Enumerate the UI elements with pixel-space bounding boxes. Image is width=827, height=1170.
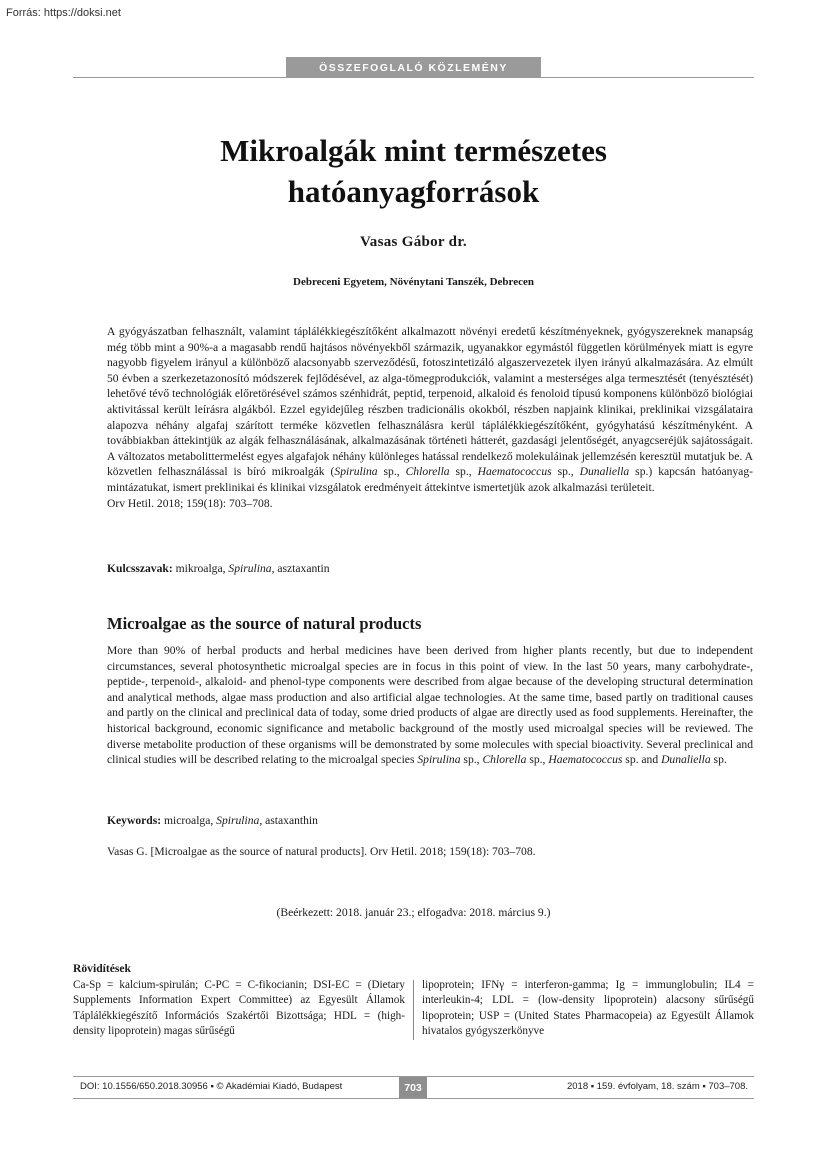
keyword-italic: Spirulina <box>216 814 260 827</box>
page-number: 703 <box>399 1077 427 1098</box>
keywords-text: , astaxanthin <box>259 814 318 827</box>
title-line-2: hatóanyagforrások <box>287 174 540 209</box>
keywords-label: Kulcsszavak: <box>107 562 173 575</box>
species-spirulina: Spirulina <box>417 753 461 767</box>
species-haematococcus: Haematococcus <box>477 465 552 479</box>
citation-hungarian: Orv Hetil. 2018; 159(18): 703–708. <box>107 496 273 510</box>
keywords-text: mikroalga, <box>172 562 229 575</box>
species-chlorella: Chlorella <box>482 753 527 767</box>
abstract-hu-text: sp., <box>377 465 406 479</box>
abstract-hungarian <box>107 324 753 511</box>
keywords-text: microalga, <box>161 814 217 827</box>
abstract-english <box>107 643 753 768</box>
english-title: Microalgae as the source of natural products <box>107 614 422 633</box>
keywords-english <box>107 814 318 827</box>
species-haematococcus: Haematococcus <box>548 753 623 767</box>
keywords-text: , asztaxantin <box>271 562 330 575</box>
abstract-hu-text: sp., <box>449 465 478 479</box>
abbreviations-column-2: lipoprotein; IFNγ = interferon-gamma; Ig = immunglobulin; IL4 = interleukin-4; LDL = (low-density lipoprotein) alacsony sűrűségű lipoprotein; USP = (United States Pharmacopeia) az Egyesült Államok hivatalos gyógyszerkönyve <box>422 979 754 1038</box>
article-title <box>73 130 754 212</box>
footer-issue: 2018 ▪ 159. évfolyam, 18. szám ▪ 703–708. <box>566 1081 748 1092</box>
abstract-en-text: sp. and <box>622 753 662 767</box>
received-dates: (Beérkezett: 2018. január 23.; elfogadva: 2018. március 9.) <box>276 906 551 919</box>
keywords-label: Keywords: <box>107 814 162 827</box>
abbreviations-heading: Rövidítések <box>73 962 131 975</box>
species-spirulina: Spirulina <box>334 465 378 479</box>
abstract-en-text: sp., <box>526 753 549 767</box>
footer-doi: DOI: 10.1556/650.2018.30956 ▪ © Akadémiai Kiadó, Budapest <box>80 1081 343 1092</box>
abstract-hu-text: A gyógyászatban felhasznált, valamint táplálékkiegészítőként alkalmazott növényi eredetű készítményeknek, gyógyszereknek manapság még több mint a 90%-a a magasabb rendű hajtásos növényekből származik, ugyanakkor egymástól független körülmények miatt is egyre nagyobb figyelem irányul a különböző alacsonyabb szerveződésű, fotoszintetizáló algaszervezetek ilyen irányú alkalmazására. Az elmúlt 50 évben a szerkezetazonosító módszerek fejlődésével, az alga-tömegprodukciók, valamint a mesterséges alga termesztését (tenyésztését) lehetővé tévő technológiák előretörésével számos szénhidrát, peptid, terpenoid, alkaloid és fenoloid típusú komponens különböző biológiai aktivitással került leírásra algákból. Ezzel egyidejűleg részben tradicionális okokból, részben napjaink klinikai, preklinikai vizsgálataira alapozva néhány algafaj szárított terméke közvetlen felhasználásra kerül táplálékkiegészítőként, gyógyhatású készítményként. A továbbiakban áttekintjük az algák felhasználásának, alkalmazásának történeti hátterét, gazdasági jelentőségét, anyagcseréjük sajátosságait. A változatos metabolittermelést egyes algafajok néhány különleges hatással rendelkező molekuláinak jellemzésén keresztül mutatjuk be. A közvetlen felhasználással is bíró mikroalgák ( <box>107 325 753 479</box>
abstract-hu-text: sp., <box>551 465 580 479</box>
abbreviations-columns <box>73 978 754 1040</box>
title-line-1: Mikroalgák mint természetes <box>220 133 607 168</box>
abstract-hu-text: sp.) kapcsán hatóanyag-mintázatukat, ismert preklinikai és klinikai vizsgálatok eredményeit áttekintve ismertetjük azok alkalmazási területeit. <box>107 465 753 494</box>
citation-english: Vasas G. [Microalgae as the source of natural products]. Orv Hetil. 2018; 159(18): 703–708. <box>107 845 536 858</box>
affiliation: Debreceni Egyetem, Növénytani Tanszék, Debrecen <box>293 276 534 288</box>
source-note: Forrás: https://doksi.net <box>6 7 121 19</box>
abstract-en-text: sp., <box>460 753 483 767</box>
species-chlorella: Chlorella <box>405 465 450 479</box>
species-dunaliella: Dunaliella <box>579 465 630 479</box>
column-divider <box>413 980 414 1040</box>
abbreviations-column-1: Ca-Sp = kalcium-spirulán; C-PC = C-fikocianin; DSI-EC = (Dietary Supplements Information Expert Committee) az Egyesült Államok Táplálékkiegészítő Információs Szakértői Bizottsága; HDL = (high-density lipoprotein) magas sűrűségű <box>73 979 405 1038</box>
species-dunaliella: Dunaliella <box>661 753 711 767</box>
keyword-italic: Spirulina <box>228 562 272 575</box>
abstract-en-text: More than 90% of herbal products and herbal medicines have been derived from higher plants recently, but due to independent circumstances, several photosynthetic microalgal species are in focus in this point of view. In the last 50 years, many carbohydrate-, peptide-, terpenoid-, alkaloid- and phenol-type components were described from algae because of the developing structural determination and analytical methods, algae mass production and also artificial algae technologies. At the same time, based partly on traditional causes and partly on the clinical and preclinical data of today, some dried products of algae are directly used as food supplements. Hereinafter, the historical background, economic significance and metabolic background of the mostly used microalgal species will be reviewed. The diverse metabolite production of these organisms will be demonstrated by some molecules with special bioactivity. Several preclinical and clinical studies will be described relating to the microalgal species <box>107 644 753 767</box>
abstract-en-text: sp. <box>710 753 727 767</box>
author-name: Vasas Gábor dr. <box>360 234 467 250</box>
footer-rule-bottom <box>73 1098 754 1099</box>
section-label: ÖSSZEFOGLALÓ KÖZLEMÉNY <box>286 57 541 78</box>
keywords-hungarian <box>107 562 330 575</box>
